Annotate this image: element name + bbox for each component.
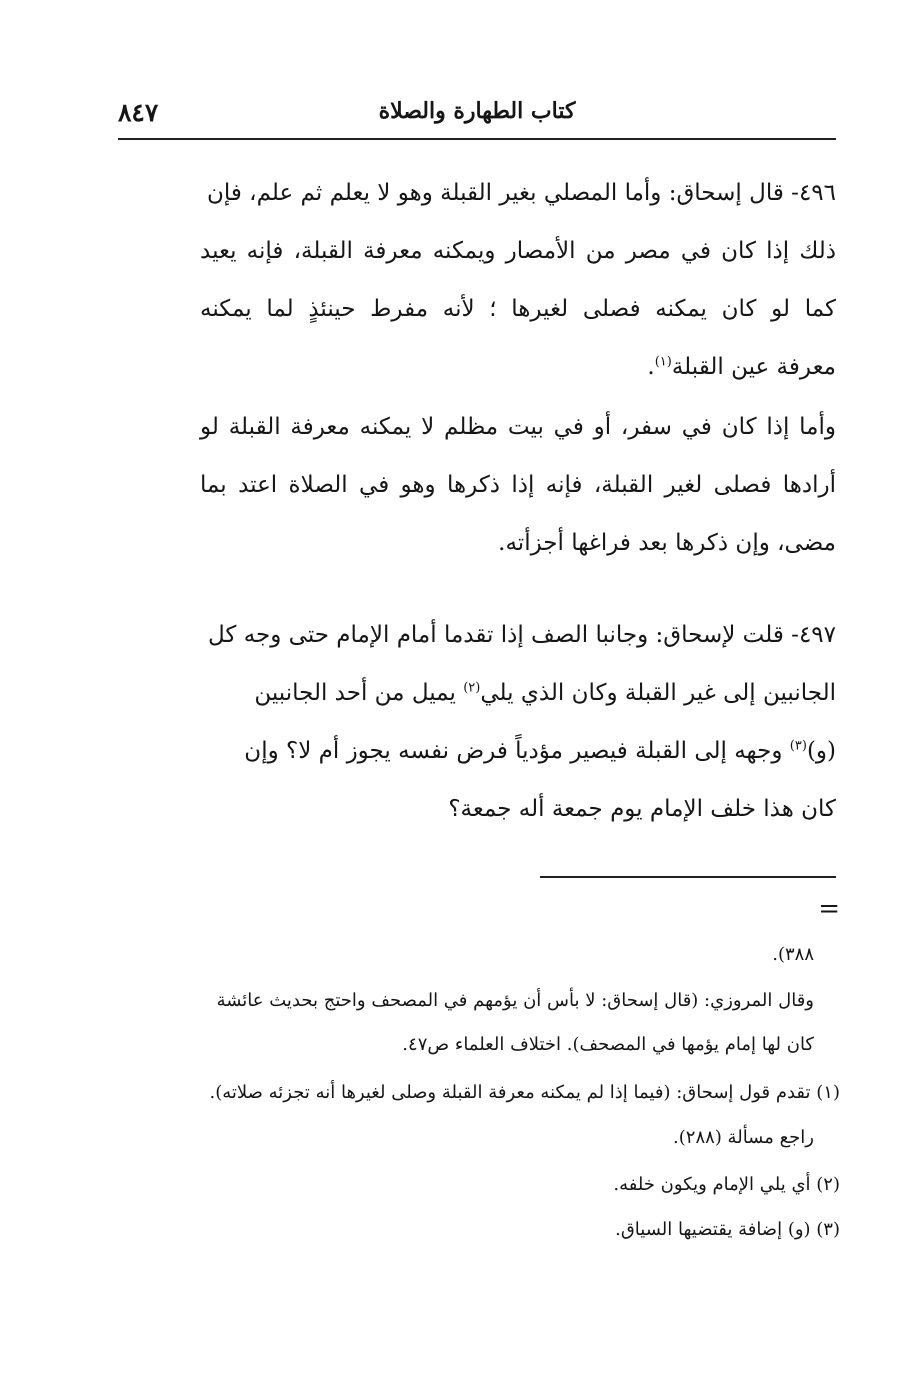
footnote-line: (٢) أي يلي الإمام ويكون خلفه.	[613, 1174, 840, 1195]
entry-text: .	[647, 354, 655, 380]
entry-line	[244, 738, 836, 764]
entry-text: الجانبين إلى غير القبلة وكان الذي يلي	[480, 680, 836, 706]
footnote-line: وقال المروزي: (قال إسحاق: لا بأس أن يؤمهم في المصحف واحتج بحديث عائشة	[216, 990, 814, 1011]
footnote-line: ٣٨٨).	[772, 944, 814, 965]
entry-line	[498, 530, 836, 556]
entry-text: قلت لإسحاق: وجانبا الصف إذا تقدما أمام الإمام حتى وجه كل	[208, 622, 784, 648]
entry-number: ٤٩٦-	[791, 180, 836, 206]
entry-496	[118, 180, 836, 580]
footnote-rule	[540, 876, 836, 878]
entry-text: قال إسحاق: وأما المصلي بغير القبلة وهو لا يعلم ثم علم، فإن	[206, 180, 784, 206]
entry-line	[200, 238, 836, 264]
entry-text: ذلك إذا كان في مصر من الأمصار ويمكنه معرفة القبلة، فإنه يعيد	[200, 238, 836, 264]
entry-text: يميل من أحد الجانبين	[254, 680, 464, 706]
entry-line	[200, 414, 836, 440]
entry-line	[208, 622, 836, 648]
footnote-ref: (٢)	[463, 680, 481, 696]
entry-line	[647, 354, 836, 380]
footnote-line: راجع مسألة (٢٨٨).	[673, 1127, 814, 1148]
header-rule	[118, 138, 836, 140]
entry-line	[207, 180, 836, 206]
entry-text: كان هذا خلف الإمام يوم جمعة أله جمعة؟	[448, 796, 836, 822]
continuation-mark: =	[818, 894, 840, 924]
entry-text: كما لو كان يمكنه فصلى لغيرها ؛ لأنه مفرط حينئذٍ لما يمكنه	[200, 296, 836, 322]
entry-line	[200, 472, 836, 498]
entry-line	[254, 680, 836, 706]
footnote-ref: (٣)	[789, 738, 807, 754]
entry-line	[200, 296, 836, 322]
entry-line	[448, 796, 836, 822]
entry-text: وجهه إلى القبلة فيصير مؤدياً فرض نفسه يجوز أم لا؟ وإن	[244, 738, 790, 764]
entry-text: (و)	[806, 738, 836, 764]
page-number: ٨٤٧	[118, 98, 159, 127]
footnote-line: كان لها إمام يؤمها في المصحف). اختلاف العلماء ص٤٧.	[402, 1034, 814, 1055]
entry-number: ٤٩٧-	[791, 622, 836, 648]
entry-text: مضى، وإن ذكرها بعد فراغها أجزأته.	[498, 530, 836, 556]
entry-497	[118, 622, 836, 832]
footnote-ref: (١)	[654, 354, 672, 370]
running-title: كتاب الطهارة والصلاة	[378, 98, 576, 124]
footnote-line: (٣) (و) إضافة يقتضيها السياق.	[615, 1219, 840, 1240]
entry-text: أرادها فصلى لغير القبلة، فإنه إذا ذكرها وهو في الصلاة اعتد بما	[200, 472, 836, 498]
page-header	[118, 96, 836, 136]
entry-text: معرفة عين القبلة	[671, 354, 836, 380]
footnote-line: (١) تقدم قول إسحاق: (فيما إذا لم يمكنه معرفة القبلة وصلى لغيرها أنه تجزئه صلاته).	[209, 1082, 840, 1103]
entry-text: وأما إذا كان في سفر، أو في بيت مظلم لا يمكنه معرفة القبلة لو	[200, 414, 836, 440]
